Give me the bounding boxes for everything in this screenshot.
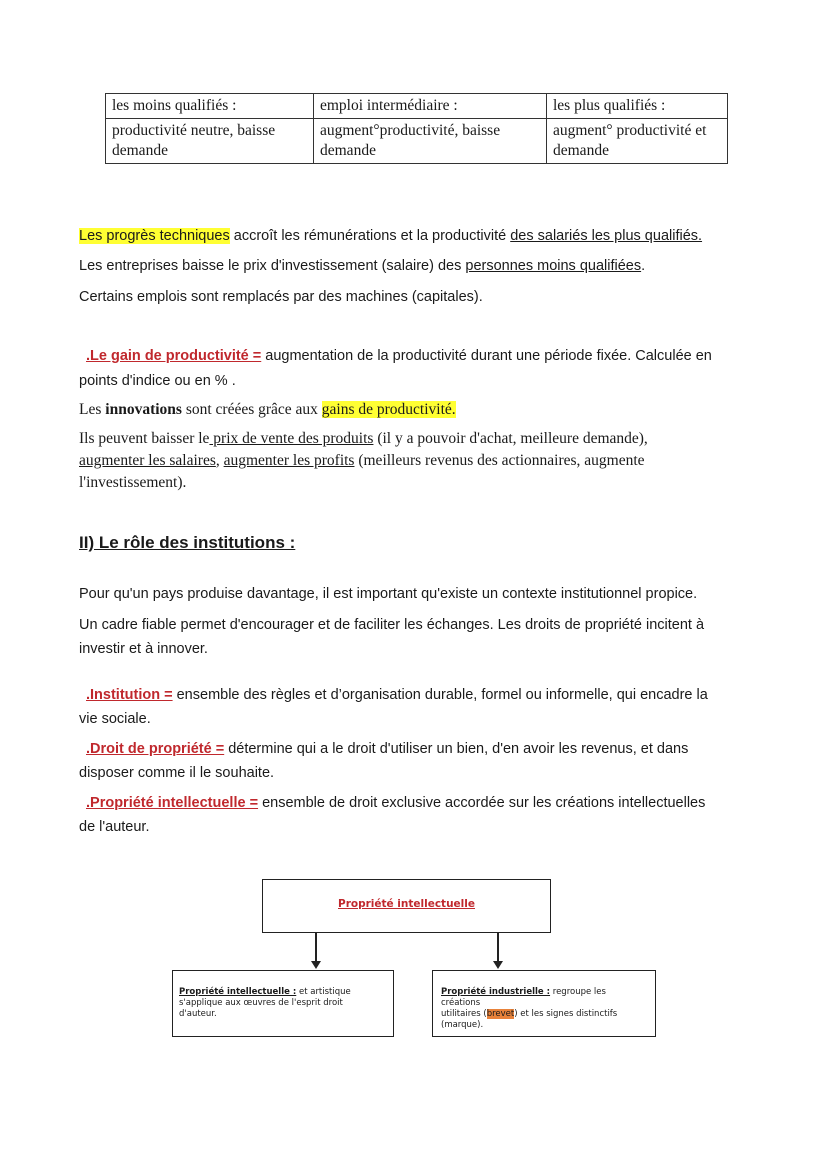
definition-term: .Institution = [86, 687, 173, 703]
text: (meilleurs revenus des actionnaires, augmente [354, 452, 645, 469]
text: Les [79, 401, 106, 418]
text: utilitaires ( [441, 1009, 487, 1019]
highlight-text: brevet [486, 1009, 515, 1019]
underlined-text: augmenter les salaires [79, 452, 216, 469]
highlight-text: gains de productivité. [321, 401, 456, 418]
text: regroupe les créations [441, 987, 606, 1008]
left-box-line-2: s'applique aux œuvres de l'esprit droit [179, 998, 343, 1008]
definition-term: .Propriété intellectuelle = [86, 795, 259, 811]
text: détermine qui a le droit d'utiliser un bien, d'en avoir les revenus, et dans [224, 741, 689, 757]
diagram-arrow-right [497, 933, 499, 962]
text: (il y a pouvoir d'achat, meilleure demande), [373, 430, 648, 447]
intellectual-definition-line-1 [86, 791, 705, 815]
right-box-line-2 [441, 1009, 647, 1020]
definition-term: .Le gain de productivité = [86, 348, 262, 364]
text: sont créées grâce aux [181, 401, 322, 418]
underlined-text: personnes moins qualifiées [465, 258, 642, 274]
table-cell: augment°productivité, baisse demande [314, 119, 547, 164]
diagram-top-box [262, 879, 551, 933]
intellectual-definition-line-2: de l'auteur. [79, 819, 150, 835]
definition-term: .Droit de propriété = [86, 741, 225, 757]
text: , [215, 452, 224, 469]
table-header-row [106, 94, 728, 119]
table-header-cell: les moins qualifiés : [106, 94, 314, 119]
left-box-line-1 [179, 987, 387, 998]
bold-text: innovations [105, 401, 182, 418]
table-cell: productivité neutre, baisse demande [106, 119, 314, 164]
effects-line-3: l'investissement). [79, 474, 187, 491]
institutions-paragraph-2a: Un cadre fiable permet d'encourager et de faciliter les échanges. Les droits de propriété incitent à [79, 617, 705, 633]
institution-definition-line-2: vie sociale. [79, 711, 151, 727]
text: ) et les signes distinctifs [514, 1009, 618, 1019]
institution-definition-line-1 [86, 683, 708, 707]
progress-line-1 [79, 224, 702, 248]
underlined-text: prix de vente des produits [209, 430, 374, 447]
progress-line-3: Certains emplois sont remplacés par des machines (capitales). [79, 289, 483, 305]
diagram-right-box [432, 970, 656, 1037]
text: Les entreprises baisse le prix d'investissement (salaire) des [79, 258, 466, 274]
right-box-line-3: (marque). [441, 1020, 484, 1030]
highlight-text: Les progrès techniques [79, 228, 230, 244]
text: accroît les rémunérations et la productivité [229, 228, 511, 244]
underlined-text: des salariés les plus qualifiés. [510, 228, 703, 244]
text: augmentation de la productivité durant une période fixée. Calculée en [261, 348, 712, 364]
text: ensemble de droit exclusive accordée sur les créations intellectuelles [258, 795, 706, 811]
arrow-head-icon [493, 961, 503, 969]
underlined-text: augmenter les profits [223, 452, 355, 469]
table-row [106, 119, 728, 164]
right-box-title: Propriété industrielle : [441, 987, 551, 997]
table-header-cell: emploi intermédiaire : [314, 94, 547, 119]
left-box-title: Propriété intellectuelle : [179, 987, 297, 997]
gain-definition-line-1 [86, 344, 712, 368]
left-box-line-3: d'auteur. [179, 1009, 217, 1019]
diagram-arrow-left [315, 933, 317, 962]
progress-line-2 [79, 254, 645, 278]
effects-line-2 [79, 450, 645, 472]
property-definition-line-1 [86, 737, 688, 761]
institutions-paragraph-2b: investir et à innover. [79, 641, 208, 657]
text: Ils peuvent baisser le [79, 430, 210, 447]
institutions-paragraph-1: Pour qu'un pays produise davantage, il est important qu'existe un contexte institutionnel propice. [79, 586, 698, 602]
table-cell: augment° productivité et demande [547, 119, 728, 164]
effects-line-1 [79, 428, 648, 450]
table-header-cell: les plus qualifiés : [547, 94, 728, 119]
gain-definition-line-2: points d'indice ou en % . [79, 373, 236, 389]
diagram-top-label: Propriété intellectuelle [338, 898, 475, 910]
text: et artistique [296, 987, 351, 997]
section-title: II) Le rôle des institutions : [79, 533, 296, 552]
text: . [641, 258, 646, 274]
right-box-line-1 [441, 987, 647, 1009]
innovation-line [79, 398, 456, 422]
arrow-head-icon [311, 961, 321, 969]
diagram-left-box [172, 970, 394, 1037]
text: ensemble des règles et d’organisation durable, formel ou informelle, qui encadre la [172, 687, 708, 703]
property-definition-line-2: disposer comme il le souhaite. [79, 765, 275, 781]
qualification-table [105, 93, 728, 164]
